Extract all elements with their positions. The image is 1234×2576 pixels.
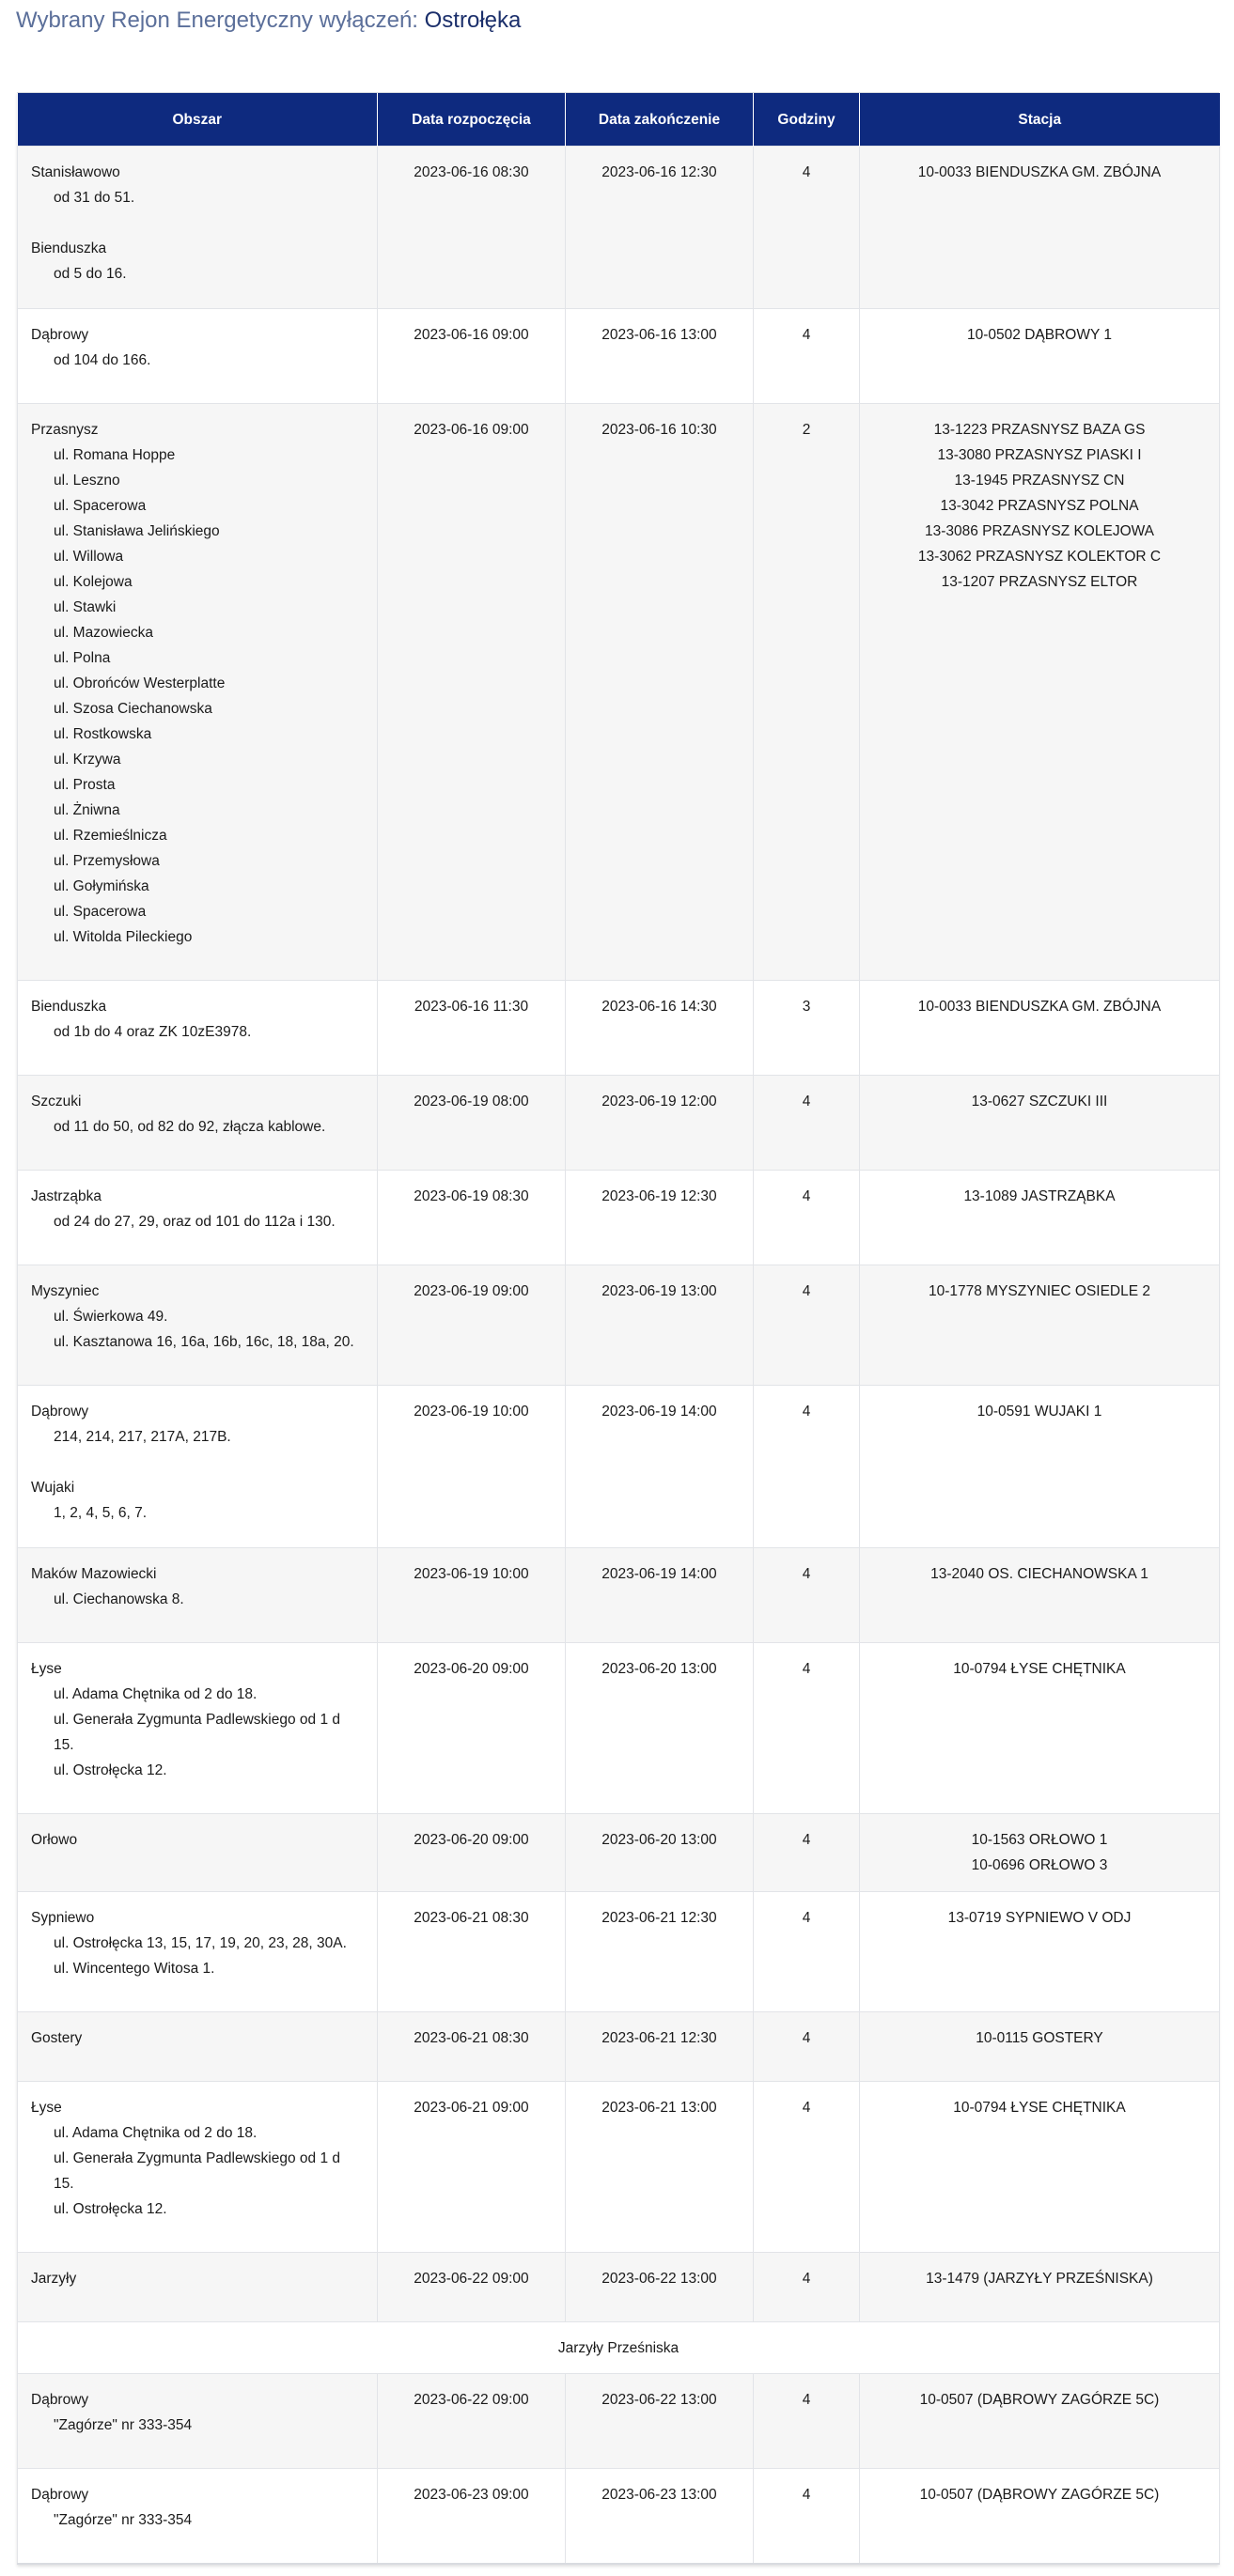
area-detail-line: ul. Spacerowa [54,498,147,514]
table-row [18,1548,1220,1643]
cell-area [18,2082,378,2253]
area-detail-line: ul. Adama Chętnika od 2 do 18. [54,2125,258,2141]
outages-table-container [17,92,1219,2565]
station-line: 10-1563 ORŁOWO 1 [971,1832,1108,1848]
area-name: Szczuki [31,1094,82,1110]
table-row [18,2082,1220,2253]
cell-hours: 4 [754,1643,860,1814]
cell-area [18,1643,378,1814]
cell-station [860,147,1220,309]
area-name: Bienduszka [31,241,107,256]
table-row [18,1386,1220,1548]
cell-end-date: 2023-06-21 12:30 [566,2012,754,2082]
cell-start-date: 2023-06-20 09:00 [378,1643,566,1814]
cell-station [860,309,1220,404]
area-name: Jastrząbka [31,1188,102,1204]
area-detail-line: ul. Witolda Pileckiego [54,929,193,945]
cell-end-date: 2023-06-16 12:30 [566,147,754,309]
station-line: 13-1223 PRZASNYSZ BAZA GS [933,422,1146,438]
area-detail-line: ul. Kasztanowa 16, 16a, 16b, 16c, 18, 18a, 20. [54,1334,354,1350]
cell-hours: 4 [754,1265,860,1386]
page-title-region: Ostrołęka [424,8,522,33]
area-detail-line: ul. Rzemieślnicza [54,828,167,844]
cell-area [18,2253,378,2322]
cell-start-date: 2023-06-16 09:00 [378,309,566,404]
area-detail-line: ul. Świerkowa 49. [54,1309,168,1325]
cell-area [18,309,378,404]
area-detail-line: ul. Kolejowa [54,574,133,590]
cell-area [18,1265,378,1386]
cell-hours: 4 [754,147,860,309]
cell-station [860,2012,1220,2082]
table-row [18,404,1220,981]
station-line: 13-3042 PRZASNYSZ POLNA [940,498,1139,514]
cell-end-date: 2023-06-19 12:30 [566,1171,754,1265]
area-detail-line: ul. Romana Hoppe [54,447,176,463]
station-line: 13-3080 PRZASNYSZ PIASKI I [937,447,1142,463]
area-detail-line: ul. Wincentego Witosa 1. [54,1961,215,1977]
station-line: 13-0719 SYPNIEWO V ODJ [947,1910,1132,1926]
cell-hours: 4 [754,2253,860,2322]
cell-start-date: 2023-06-16 09:00 [378,404,566,981]
area-name: Jarzyły [31,2271,77,2287]
cell-hours: 4 [754,1548,860,1643]
station-line: 13-3062 PRZASNYSZ KOLEKTOR C [917,549,1162,565]
table-header-row [18,93,1220,147]
cell-station [860,1076,1220,1171]
area-detail-line: od 5 do 16. [54,266,127,282]
cell-start-date: 2023-06-19 08:00 [378,1076,566,1171]
area-detail-line: ul. Generała Zygmunta Padlewskiego od 1 d 15. [54,1712,341,1753]
cell-start-date: 2023-06-21 08:30 [378,1892,566,2012]
area-detail-line: ul. Spacerowa [54,904,147,920]
area-name: Wujaki [31,1480,75,1496]
area-detail-line: ul. Rostkowska [54,726,152,742]
station-line: 10-0502 DĄBROWY 1 [967,327,1112,343]
cell-start-date: 2023-06-19 10:00 [378,1548,566,1643]
cell-start-date: 2023-06-21 08:30 [378,2012,566,2082]
cell-end-date: 2023-06-19 13:00 [566,1265,754,1386]
cell-station [860,1814,1220,1892]
cell-hours: 4 [754,1814,860,1892]
area-detail-line: ul. Adama Chętnika od 2 do 18. [54,1686,258,1702]
cell-station [860,2374,1220,2469]
station-line: 10-0115 GOSTERY [976,2030,1103,2046]
table-row [18,309,1220,404]
cell-end-date: 2023-06-16 13:00 [566,309,754,404]
area-detail-line: od 1b do 4 oraz ZK 10zE3978. [54,1024,252,1040]
table-row [18,2253,1220,2322]
cell-station [860,2469,1220,2564]
cell-end-date: 2023-06-16 14:30 [566,981,754,1076]
cell-start-date: 2023-06-22 09:00 [378,2253,566,2322]
page-title [16,8,521,34]
cell-hours: 2 [754,404,860,981]
area-detail-line: ul. Ciechanowska 8. [54,1591,184,1607]
area-detail-line: ul. Generała Zygmunta Padlewskiego od 1 d 15. [54,2150,341,2192]
cell-station [860,1643,1220,1814]
cell-area [18,1814,378,1892]
cell-station [860,2082,1220,2253]
cell-hours: 4 [754,1076,860,1171]
cell-area [18,1892,378,2012]
area-detail-line: ul. Leszno [54,473,120,489]
area-detail-line: 1, 2, 4, 5, 6, 7. [54,1505,148,1521]
cell-start-date: 2023-06-20 09:00 [378,1814,566,1892]
area-name: Przasnysz [31,422,99,438]
area-detail-line: ul. Szosa Ciechanowska [54,701,212,717]
area-spacer [31,210,364,236]
cell-hours: 4 [754,2082,860,2253]
cell-start-date: 2023-06-16 08:30 [378,147,566,309]
area-name: Myszyniec [31,1283,100,1299]
cell-start-date: 2023-06-19 10:00 [378,1386,566,1548]
area-name: Dąbrowy [31,2392,89,2408]
cell-end-date: 2023-06-19 12:00 [566,1076,754,1171]
station-line: 13-0627 SZCZUKI III [971,1094,1108,1110]
area-name: Orłowo [31,1832,78,1848]
cell-area [18,2469,378,2564]
area-detail-line: ul. Ostrołęcka 12. [54,2201,167,2217]
cell-area [18,1171,378,1265]
area-detail-line: ul. Stawki [54,599,117,615]
area-detail-line: 214, 214, 217, 217A, 217B. [54,1429,231,1445]
cell-hours: 3 [754,981,860,1076]
area-name: Bienduszka [31,999,107,1015]
area-detail-line: od 31 do 51. [54,190,135,206]
cell-station [860,404,1220,981]
cell-end-date: 2023-06-19 14:00 [566,1386,754,1548]
cell-hours: 4 [754,1171,860,1265]
cell-hours: 4 [754,1892,860,2012]
cell-area [18,981,378,1076]
table-row [18,1265,1220,1386]
area-detail-line: ul. Krzywa [54,752,121,768]
column-header-start-date: Data rozpoczęcia [378,93,566,147]
area-detail-line: ul. Prosta [54,777,116,793]
cell-area [18,404,378,981]
cell-end-date: 2023-06-16 10:30 [566,404,754,981]
station-line: 10-0591 WUJAKI 1 [976,1404,1102,1420]
column-header-end-date: Data zakończenie [566,93,754,147]
table-row [18,2469,1220,2564]
area-detail-line: ul. Ostrołęcka 12. [54,1762,167,1778]
cell-start-date: 2023-06-23 09:00 [378,2469,566,2564]
cell-station [860,1386,1220,1548]
area-detail-line: od 24 do 27, 29, oraz od 101 do 112a i 130. [54,1214,336,1230]
station-line: 10-0794 ŁYSE CHĘTNIKA [953,1661,1126,1677]
cell-start-date: 2023-06-19 09:00 [378,1265,566,1386]
cell-end-date: 2023-06-21 12:30 [566,1892,754,2012]
area-name: Sypniewo [31,1910,95,1926]
station-line: 13-1945 PRZASNYSZ CN [954,473,1125,489]
area-name: Łyse [31,1661,62,1677]
table-row [18,1814,1220,1892]
area-detail-line: ul. Gołymińska [54,878,149,894]
page-title-prefix: Wybrany Rejon Energetyczny wyłączeń: [16,8,418,33]
station-line: 10-0696 ORŁOWO 3 [971,1857,1108,1873]
table-row [18,1643,1220,1814]
station-line: 13-1089 JASTRZĄBKA [963,1188,1116,1204]
cell-start-date: 2023-06-22 09:00 [378,2374,566,2469]
area-name: Dąbrowy [31,1404,89,1420]
column-header-station: Stacja [860,93,1220,147]
cell-end-date: 2023-06-21 13:00 [566,2082,754,2253]
station-line: 13-3086 PRZASNYSZ KOLEJOWA [924,523,1155,539]
area-name: Dąbrowy [31,327,89,343]
station-line: 10-0033 BIENDUSZKA GM. ZBÓJNA [917,164,1162,180]
cell-end-date: 2023-06-20 13:00 [566,1643,754,1814]
cell-end-date: 2023-06-22 13:00 [566,2374,754,2469]
area-detail-line: "Zagórze" nr 333-354 [54,2512,193,2528]
area-detail-line: ul. Żniwna [54,802,120,818]
area-name: Dąbrowy [31,2487,89,2503]
cell-area [18,1386,378,1548]
station-line: 10-0507 (DĄBROWY ZAGÓRZE 5C) [919,2487,1160,2503]
cell-station [860,1548,1220,1643]
area-detail-line: ul. Mazowiecka [54,625,153,641]
cell-station [860,2253,1220,2322]
station-line: 10-0794 ŁYSE CHĘTNIKA [953,2100,1126,2116]
table-row [18,1171,1220,1265]
station-line: 10-1778 MYSZYNIEC OSIEDLE 2 [928,1283,1151,1299]
station-line: 13-1479 (JARZYŁY PRZEŚNISKA) [926,2271,1153,2287]
cell-hours: 4 [754,1386,860,1548]
table-row [18,981,1220,1076]
cell-station [860,981,1220,1076]
area-detail-line: ul. Stanisława Jelińskiego [54,523,220,539]
cell-station [860,1892,1220,2012]
note-cell: Jarzyły Prześniska [18,2322,1220,2374]
cell-start-date: 2023-06-16 11:30 [378,981,566,1076]
cell-start-date: 2023-06-21 09:00 [378,2082,566,2253]
area-name: Łyse [31,2100,62,2116]
outages-table [17,93,1220,2565]
area-detail-line: od 104 do 166. [54,352,151,368]
cell-hours: 4 [754,309,860,404]
cell-hours: 4 [754,2012,860,2082]
station-line: 13-2040 OS. CIECHANOWSKA 1 [930,1566,1148,1582]
area-detail-line: ul. Ostrołęcka 13, 15, 17, 19, 20, 23, 28, 30A. [54,1935,347,1951]
table-row [18,1892,1220,2012]
table-header [18,93,1220,147]
cell-end-date: 2023-06-23 13:00 [566,2469,754,2564]
station-line: 13-1207 PRZASNYSZ ELTOR [941,574,1138,590]
table-note-row [18,2322,1220,2374]
table-body [18,147,1220,2564]
cell-hours: 4 [754,2374,860,2469]
cell-area [18,147,378,309]
table-row [18,2012,1220,2082]
cell-end-date: 2023-06-20 13:00 [566,1814,754,1892]
area-name: Maków Mazowiecki [31,1566,157,1582]
area-name: Gostery [31,2030,83,2046]
cell-station [860,1265,1220,1386]
cell-end-date: 2023-06-22 13:00 [566,2253,754,2322]
area-detail-line: ul. Przemysłowa [54,853,160,869]
cell-end-date: 2023-06-19 14:00 [566,1548,754,1643]
cell-area [18,2374,378,2469]
table-row [18,2374,1220,2469]
cell-area [18,2012,378,2082]
cell-start-date: 2023-06-19 08:30 [378,1171,566,1265]
column-header-hours: Godziny [754,93,860,147]
cell-hours: 4 [754,2469,860,2564]
area-detail-line: od 11 do 50, od 82 do 92, złącza kablowe. [54,1119,326,1135]
area-detail-line: ul. Obrońców Westerplatte [54,675,226,691]
cell-area [18,1548,378,1643]
cell-station [860,1171,1220,1265]
table-row [18,1076,1220,1171]
column-header-area: Obszar [18,93,378,147]
area-name: Stanisławowo [31,164,120,180]
station-line: 10-0033 BIENDUSZKA GM. ZBÓJNA [917,999,1162,1015]
area-detail-line: ul. Polna [54,650,111,666]
table-row [18,147,1220,309]
area-detail-line: ul. Willowa [54,549,124,565]
station-line: 10-0507 (DĄBROWY ZAGÓRZE 5C) [919,2392,1160,2408]
area-detail-line: "Zagórze" nr 333-354 [54,2417,193,2433]
area-spacer [31,1450,364,1475]
cell-area [18,1076,378,1171]
